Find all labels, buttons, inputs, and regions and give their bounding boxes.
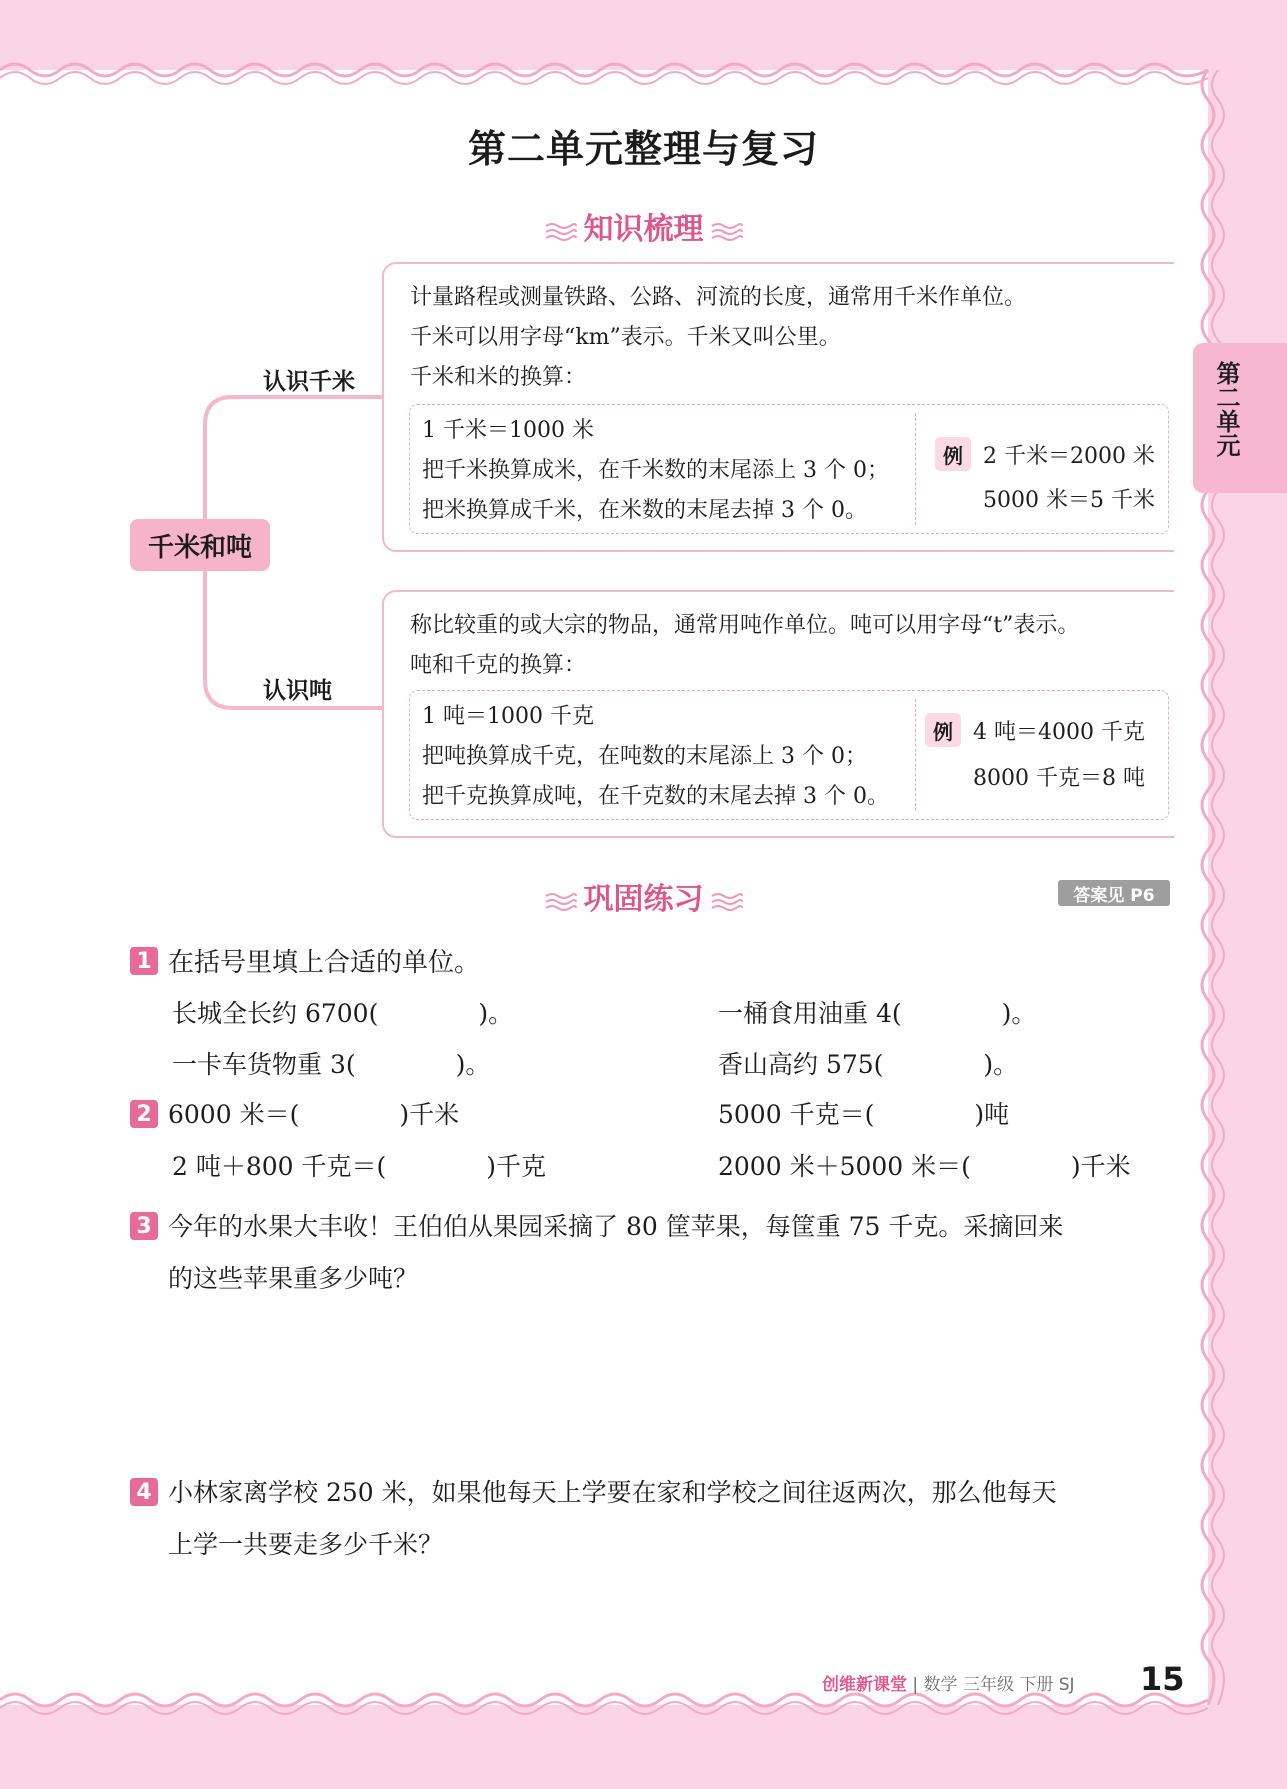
question-2-item: 6000 米＝( )千米 <box>168 1100 460 1129</box>
example-line: 5000 米＝5 千米 <box>983 488 1155 513</box>
wave-decoration-icon <box>544 891 578 911</box>
question-2-item: 2 吨＋800 千克＝( )千克 <box>172 1152 547 1181</box>
rule-line: 1 千米＝1000 米 <box>422 418 594 443</box>
unit-side-tab-label: 第二单元 <box>1212 361 1240 457</box>
rule-line: 把米换算成千米，在米数的末尾去掉 3 个 0。 <box>422 498 867 523</box>
conversion-box-km <box>409 404 1169 534</box>
wavy-top-border <box>0 48 1208 92</box>
footer-info: | 数学 三年级 下册 SJ <box>912 1675 1075 1695</box>
footer-brand: 创维新课堂 <box>822 1675 907 1695</box>
example-line: 4 吨＝4000 千克 <box>973 720 1145 745</box>
question-number-2: 2 <box>130 1100 158 1128</box>
page-title: 第二单元整理与复习 <box>467 127 819 171</box>
footer <box>822 1670 1075 1695</box>
question-1-item: 长城全长约 6700( )。 <box>172 999 514 1028</box>
box-divider <box>915 699 916 811</box>
question-3-text: 的这些苹果重多少吨？ <box>168 1264 419 1293</box>
card-line: 千米可以用字母“km”表示。千米又叫公里。 <box>410 325 841 350</box>
question-1-item: 一卡车货物重 3( )。 <box>172 1050 491 1079</box>
question-4-text: 上学一共要走多少千米？ <box>168 1530 444 1559</box>
question-number-4: 4 <box>130 1478 158 1506</box>
wave-decoration-icon <box>544 221 578 241</box>
example-tag: 例 <box>935 437 971 471</box>
section-heading-knowledge <box>0 204 1287 248</box>
question-2-item: 5000 千克＝( )吨 <box>718 1100 1010 1129</box>
card-line: 计量路程或测量铁路、公路、河流的长度，通常用千米作单位。 <box>410 285 1027 310</box>
question-1-item: 一桶食用油重 4( )。 <box>718 999 1037 1028</box>
card-line: 千米和米的换算： <box>410 365 587 390</box>
knowledge-card-ton <box>382 590 1174 838</box>
branch-label-ton: 认识吨 <box>263 678 332 704</box>
answer-reference-tag: 答案见 P6 <box>1058 880 1170 906</box>
question-1-title: 在括号里填上合适的单位。 <box>168 948 481 978</box>
card-line: 称比较重的或大宗的物品，通常用吨作单位。吨可以用字母“t”表示。 <box>410 613 1080 638</box>
wave-decoration-icon <box>710 221 744 241</box>
question-number-3: 3 <box>130 1212 158 1240</box>
section-heading-practice-text: 巩固练习 <box>583 882 704 917</box>
section-heading-knowledge-text: 知识梳理 <box>583 212 704 247</box>
branch-label-km: 认识千米 <box>263 369 355 395</box>
example-line: 2 千米＝2000 米 <box>983 444 1155 469</box>
box-divider <box>915 413 916 525</box>
rule-line: 1 吨＝1000 千克 <box>422 704 594 729</box>
wave-decoration-icon <box>710 891 744 911</box>
rule-line: 把千克换算成吨，在千克数的末尾去掉 3 个 0。 <box>422 784 889 809</box>
knowledge-card-km <box>382 262 1174 552</box>
question-4-text: 小林家离学校 250 米，如果他每天上学要在家和学校之间往返两次，那么他每天 <box>168 1478 1057 1507</box>
example-tag: 例 <box>925 713 961 747</box>
mind-map-center-node: 千米和吨 <box>130 519 270 571</box>
card-line: 吨和千克的换算： <box>410 653 587 678</box>
page-number: 15 <box>1140 1660 1185 1698</box>
example-line: 8000 千克＝8 吨 <box>973 766 1145 791</box>
rule-line: 把千米换算成米，在千米数的末尾添上 3 个 0； <box>422 458 889 483</box>
conversion-box-ton <box>409 690 1169 820</box>
rule-line: 把吨换算成千克，在吨数的末尾添上 3 个 0； <box>422 744 867 769</box>
question-number-1: 1 <box>130 947 158 975</box>
question-2-item: 2000 米＋5000 米＝( )千米 <box>718 1152 1131 1181</box>
question-3-text: 今年的水果大丰收！王伯伯从果园采摘了 80 筐苹果，每筐重 75 千克。采摘回来 <box>168 1212 1064 1241</box>
unit-side-tab <box>1193 343 1287 493</box>
question-1-item: 香山高约 575( )。 <box>718 1050 1019 1079</box>
